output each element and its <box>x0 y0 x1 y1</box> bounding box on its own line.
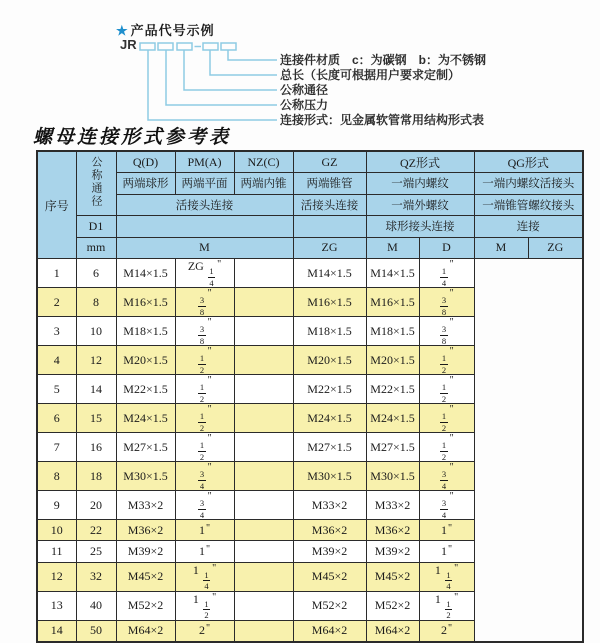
cell-qz-d: M27×1.5 <box>293 433 366 462</box>
table-row <box>37 491 583 520</box>
cell-m: M36×2 <box>116 520 175 541</box>
table-title: 螺母连接形式参考表 <box>33 127 232 148</box>
header-nominal-diameter: 公称通径 <box>76 151 116 216</box>
header-qg-m: M <box>474 237 528 259</box>
header-qz-d: D <box>419 237 474 259</box>
cell-qg-zg: $\frac{1}{2}$ " <box>419 375 474 404</box>
cell-no: 1 <box>37 259 76 288</box>
cell-qz-d: M22×1.5 <box>293 375 366 404</box>
header-q: Q(D) <box>116 151 175 173</box>
cell-qz-m <box>234 259 293 288</box>
cell-qz-m <box>234 620 293 641</box>
cell-gz: ZG $\frac{1}{4}$ " <box>175 259 234 288</box>
code-box-5 <box>221 43 236 50</box>
cell-m: M22×1.5 <box>116 375 175 404</box>
cell-no: 7 <box>37 433 76 462</box>
cell-no: 6 <box>37 404 76 433</box>
cell-gz: $\frac{1}{2}$ " <box>175 404 234 433</box>
header-blank-gz <box>293 216 366 238</box>
cell-qz-m <box>234 462 293 491</box>
header-gz-connection: 活接头连接 <box>293 194 366 216</box>
cell-dn: 40 <box>76 591 116 620</box>
cell-qg-m: M14×1.5 <box>366 259 419 288</box>
cell-no: 9 <box>37 491 76 520</box>
header-m: M <box>116 237 293 259</box>
header-mm: mm <box>76 237 116 259</box>
header-qz-desc2: 一端外螺纹 <box>366 194 474 216</box>
nut-connection-table <box>36 150 584 643</box>
cell-qz-d: M64×2 <box>293 620 366 641</box>
star-icon: ★ <box>116 23 129 38</box>
cell-no: 14 <box>37 620 76 641</box>
cell-qg-zg: $\frac{3}{8}$ " <box>419 317 474 346</box>
header-d1: D1 <box>76 216 116 238</box>
cell-m: M39×2 <box>116 541 175 562</box>
cell-dn: 16 <box>76 433 116 462</box>
header-connection: 连接 <box>474 216 583 238</box>
cell-dn: 6 <box>76 259 116 288</box>
cell-no: 4 <box>37 346 76 375</box>
table-row <box>37 620 583 641</box>
cell-dn: 18 <box>76 462 116 491</box>
cell-m: M24×1.5 <box>116 404 175 433</box>
cell-qz-m <box>234 288 293 317</box>
cell-gz: $\frac{3}{4}$ " <box>175 462 234 491</box>
cell-qz-d: M24×1.5 <box>293 404 366 433</box>
cell-m: M45×2 <box>116 562 175 591</box>
cell-dn: 22 <box>76 520 116 541</box>
header-qz-desc1: 一端内螺纹 <box>366 173 474 195</box>
label-connection-form: 连接形式：见金属软管常用结构形式表 <box>280 113 485 127</box>
cell-qz-m <box>234 520 293 541</box>
cell-qg-zg: $\frac{1}{4}$ " <box>419 259 474 288</box>
product-code-example-label: 产品代号示例 <box>130 23 215 38</box>
cell-qg-m: M16×1.5 <box>366 288 419 317</box>
header-serial-no: 序号 <box>37 151 76 259</box>
cell-qz-m <box>234 491 293 520</box>
cell-dn: 25 <box>76 541 116 562</box>
cell-qg-m: M27×1.5 <box>366 433 419 462</box>
cell-no: 2 <box>37 288 76 317</box>
cell-qz-d: M30×1.5 <box>293 462 366 491</box>
header-gz-desc: 两端锥管 <box>293 173 366 195</box>
cell-qg-m: M36×2 <box>366 520 419 541</box>
cell-qg-zg: 1" <box>419 541 474 562</box>
cell-qg-m: M22×1.5 <box>366 375 419 404</box>
cell-qz-m <box>234 433 293 462</box>
cell-gz: $\frac{1}{2}$ " <box>175 433 234 462</box>
cell-gz: 1 $\frac{1}{4}$ " <box>175 562 234 591</box>
cell-gz: 1 $\frac{1}{2}$ " <box>175 591 234 620</box>
cell-no: 10 <box>37 520 76 541</box>
header-qz-m: M <box>366 237 419 259</box>
cell-m: M30×1.5 <box>116 462 175 491</box>
table-row <box>37 375 583 404</box>
label-nominal-pressure: 公称压力 <box>280 98 329 112</box>
table-row <box>37 404 583 433</box>
header-gz: GZ <box>293 151 366 173</box>
cell-qz-m <box>234 346 293 375</box>
cell-qz-m <box>234 404 293 433</box>
cell-dn: 8 <box>76 288 116 317</box>
cell-qg-zg: $\frac{1}{2}$ " <box>419 404 474 433</box>
cell-m: M52×2 <box>116 591 175 620</box>
cell-gz: $\frac{3}{8}$ " <box>175 288 234 317</box>
cell-qz-d: M18×1.5 <box>293 317 366 346</box>
cell-dn: 10 <box>76 317 116 346</box>
header-qg-desc1: 一端内螺纹活接头 <box>474 173 583 195</box>
cell-no: 11 <box>37 541 76 562</box>
cell-qg-zg: 2" <box>419 620 474 641</box>
header-zg: ZG <box>293 237 366 259</box>
cell-dn: 12 <box>76 346 116 375</box>
table-body <box>37 259 583 642</box>
cell-qz-d: M16×1.5 <box>293 288 366 317</box>
cell-qg-m: M45×2 <box>366 562 419 591</box>
cell-gz: 1" <box>175 520 234 541</box>
cell-qz-d: M20×1.5 <box>293 346 366 375</box>
cell-m: M16×1.5 <box>116 288 175 317</box>
cell-m: M14×1.5 <box>116 259 175 288</box>
cell-qg-m: M52×2 <box>366 591 419 620</box>
header-union-connection: 活接头连接 <box>116 194 293 216</box>
table-row <box>37 591 583 620</box>
cell-m: M20×1.5 <box>116 346 175 375</box>
code-box-1 <box>140 43 155 50</box>
cell-no: 5 <box>37 375 76 404</box>
cell-qg-zg: $\frac{1}{2}$ " <box>419 433 474 462</box>
cell-qg-zg: 1 $\frac{1}{4}$ " <box>419 562 474 591</box>
cell-no: 3 <box>37 317 76 346</box>
table-row <box>37 433 583 462</box>
table-row <box>37 346 583 375</box>
cell-m: M27×1.5 <box>116 433 175 462</box>
header-qg-desc2: 一端锥管螺纹接头 <box>474 194 583 216</box>
cell-gz: $\frac{1}{2}$ " <box>175 346 234 375</box>
table-row <box>37 288 583 317</box>
label-nominal-diameter: 公称通径 <box>280 83 329 97</box>
header-ball-joint-connection: 球形接头连接 <box>366 216 474 238</box>
code-box-3 <box>177 43 192 50</box>
cell-qg-m: M39×2 <box>366 541 419 562</box>
header-qz-form: QZ形式 <box>366 151 474 173</box>
cell-dn: 50 <box>76 620 116 641</box>
cell-qz-d: M14×1.5 <box>293 259 366 288</box>
header-nz: NZ(C) <box>234 151 293 173</box>
cell-qz-m <box>234 317 293 346</box>
code-prefix: JR <box>120 37 137 52</box>
table-row <box>37 520 583 541</box>
cell-no: 8 <box>37 462 76 491</box>
cell-qg-zg: $\frac{3}{8}$ " <box>419 288 474 317</box>
cell-qg-zg: $\frac{3}{4}$ " <box>419 462 474 491</box>
header-pm: PM(A) <box>175 151 234 173</box>
table-row <box>37 317 583 346</box>
header-blank-left <box>116 216 293 238</box>
code-box-2 <box>158 43 173 50</box>
cell-qg-zg: 1" <box>419 520 474 541</box>
cell-dn: 20 <box>76 491 116 520</box>
table-row <box>37 259 583 288</box>
header-qg-zg: ZG <box>528 237 583 259</box>
cell-qz-m <box>234 591 293 620</box>
cell-qz-d: M39×2 <box>293 541 366 562</box>
cell-qg-m: M20×1.5 <box>366 346 419 375</box>
cell-gz: $\frac{3}{8}$ " <box>175 317 234 346</box>
cell-qz-m <box>234 541 293 562</box>
cell-qz-d: M45×2 <box>293 562 366 591</box>
cell-gz: $\frac{1}{2}$ " <box>175 375 234 404</box>
cell-qz-d: M36×2 <box>293 520 366 541</box>
label-connector-material: 连接件材质 c：为碳钢 b：为不锈钢 <box>280 53 487 67</box>
cell-qg-m: M24×1.5 <box>366 404 419 433</box>
cell-qg-m: M30×1.5 <box>366 462 419 491</box>
cell-qz-m <box>234 375 293 404</box>
table-row <box>37 462 583 491</box>
cell-qg-zg: $\frac{1}{2}$ " <box>419 346 474 375</box>
label-total-length: 总长（长度可根据用户要求定制） <box>280 68 461 82</box>
cell-qg-zg: 1 $\frac{1}{2}$ " <box>419 591 474 620</box>
header-nz-desc: 两端内锥 <box>234 173 293 195</box>
cell-gz: $\frac{3}{4}$ " <box>175 491 234 520</box>
table-row <box>37 541 583 562</box>
cell-dn: 32 <box>76 562 116 591</box>
cell-qg-zg: $\frac{3}{4}$ " <box>419 491 474 520</box>
cell-dn: 14 <box>76 375 116 404</box>
cell-gz: 1" <box>175 541 234 562</box>
header-pm-desc: 两端平面 <box>175 173 234 195</box>
cell-gz: 2" <box>175 620 234 641</box>
header-q-desc: 两端球形 <box>116 173 175 195</box>
header-qg-form: QG形式 <box>474 151 583 173</box>
cell-m: M64×2 <box>116 620 175 641</box>
cell-qz-d: M52×2 <box>293 591 366 620</box>
cell-qg-m: M33×2 <box>366 491 419 520</box>
cell-m: M18×1.5 <box>116 317 175 346</box>
cell-no: 13 <box>37 591 76 620</box>
cell-m: M33×2 <box>116 491 175 520</box>
cell-dn: 15 <box>76 404 116 433</box>
cell-qg-m: M18×1.5 <box>366 317 419 346</box>
cell-no: 12 <box>37 562 76 591</box>
code-box-4 <box>203 43 218 50</box>
cell-qg-m: M64×2 <box>366 620 419 641</box>
cell-qz-d: M33×2 <box>293 491 366 520</box>
